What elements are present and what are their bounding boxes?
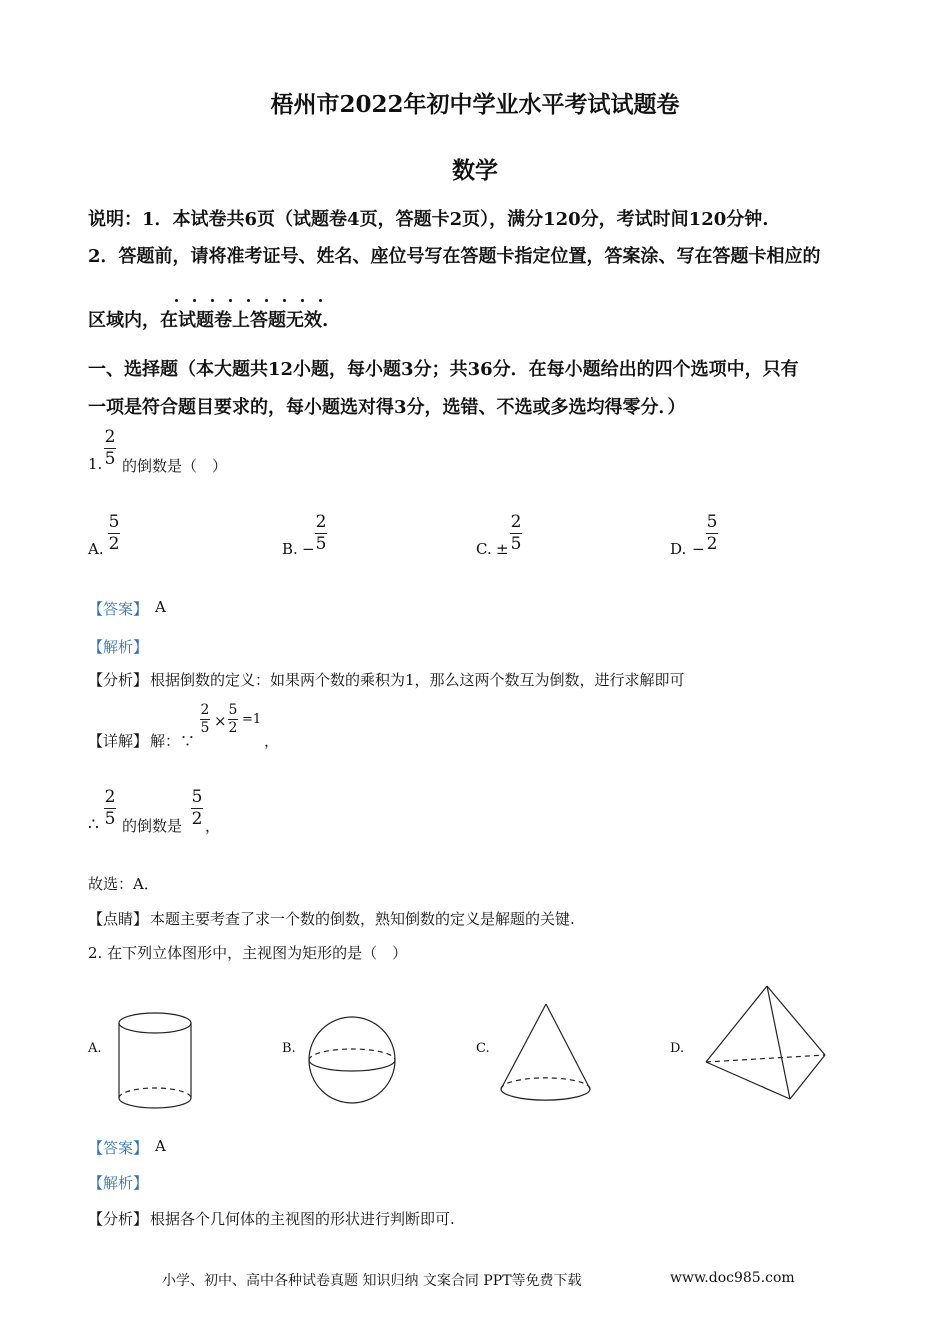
instruction-line-1: 说明：1．本试卷共6页（试题卷4页，答题卡2页），满分120分，考试时间120分钟. [88,209,769,230]
q1-comment-tag: 【点睛】 [88,910,149,928]
subject-title: 数学 [452,157,498,184]
q1-answer-tag: 【答案】 [88,600,149,618]
q1-therefore-mid: 的倒数是 [122,817,183,835]
q2-stem: 2. 在下列立体图形中，主视图为矩形的是（ ） [88,944,408,962]
q1-detail-result: =1 [242,712,262,727]
section-heading-line-2: 一项是符合题目要求的，每小题选对得3分，选错、不选或多选均得零分．） [88,397,686,418]
q1-answer: A [155,598,166,616]
q1-detail-prefix: 解：∵ [150,732,196,750]
q2-fenxi-tag: 【分析】 [88,1210,149,1228]
q1-number: 1. [88,455,103,473]
exam-title: 梧州市2022年初中学业水平考试试题卷 [270,91,680,118]
q1-detail-times: × [214,712,227,730]
sphere-icon [307,1015,397,1105]
q2-option-b-label: B. [282,1041,296,1056]
q2-answer: A [155,1137,166,1155]
q1-detail-fraction-a: 2 5 [200,702,210,736]
q1-analysis-tag: 【解析】 [88,638,149,656]
q1-detail-fraction-b: 5 2 [228,702,238,736]
q1-fenxi-text: 根据倒数的定义：如果两个数的乘积为1，那么这两个数互为倒数，进行求解即可 [150,671,685,689]
footer-text: 小学、初中、高中各种试卷真题 知识归纳 文案合同 PPT等免费下载 [162,1273,582,1289]
tetrahedron-icon [704,985,828,1101]
q1-stem-text: 的倒数是（ ） [122,457,228,475]
cylinder-icon [118,1012,193,1110]
footer-url[interactable]: www.doc985.com [670,1270,795,1286]
instruction-line-2: 2．答题前，请将准考证号、姓名、座位号写在答题卡指定位置，答案涂、写在答题卡相应的 [88,246,821,267]
q2-answer-tag: 【答案】 [88,1139,149,1157]
q1-comment-text: 本题主要考查了求一个数的倒数，熟知倒数的定义是解题的关键. [150,910,575,928]
section-heading-line-1: 一、选择题（本大题共12小题，每小题3分；共36分．在每小题给出的四个选项中，只有 [88,359,799,380]
q1-fenxi-tag: 【分析】 [88,671,149,689]
q2-analysis-tag: 【解析】 [88,1174,149,1192]
q2-option-c-label: C. [476,1041,490,1056]
q1-detail-tag: 【详解】 [88,732,149,750]
q1-detail-comma: ， [264,732,280,750]
q2-option-a-label: A. [88,1041,102,1056]
q2-fenxi-text: 根据各个几何体的主视图的形状进行判断即可. [150,1210,455,1228]
q1-choose: 故选：A． [88,875,159,893]
instruction-line-3: 区域内，在试题卷上答题无效. [88,310,329,331]
q1-stem-fraction: 2 5 [104,427,116,469]
q1-therefore-fraction-b: 5 2 [191,787,203,829]
therefore-symbol: ∴ [88,815,99,835]
cone-icon [500,1003,592,1109]
q1-therefore-fraction-a: 2 5 [104,787,116,829]
q2-option-d-label: D. [670,1041,685,1056]
q1-therefore-end: ， [205,817,221,835]
